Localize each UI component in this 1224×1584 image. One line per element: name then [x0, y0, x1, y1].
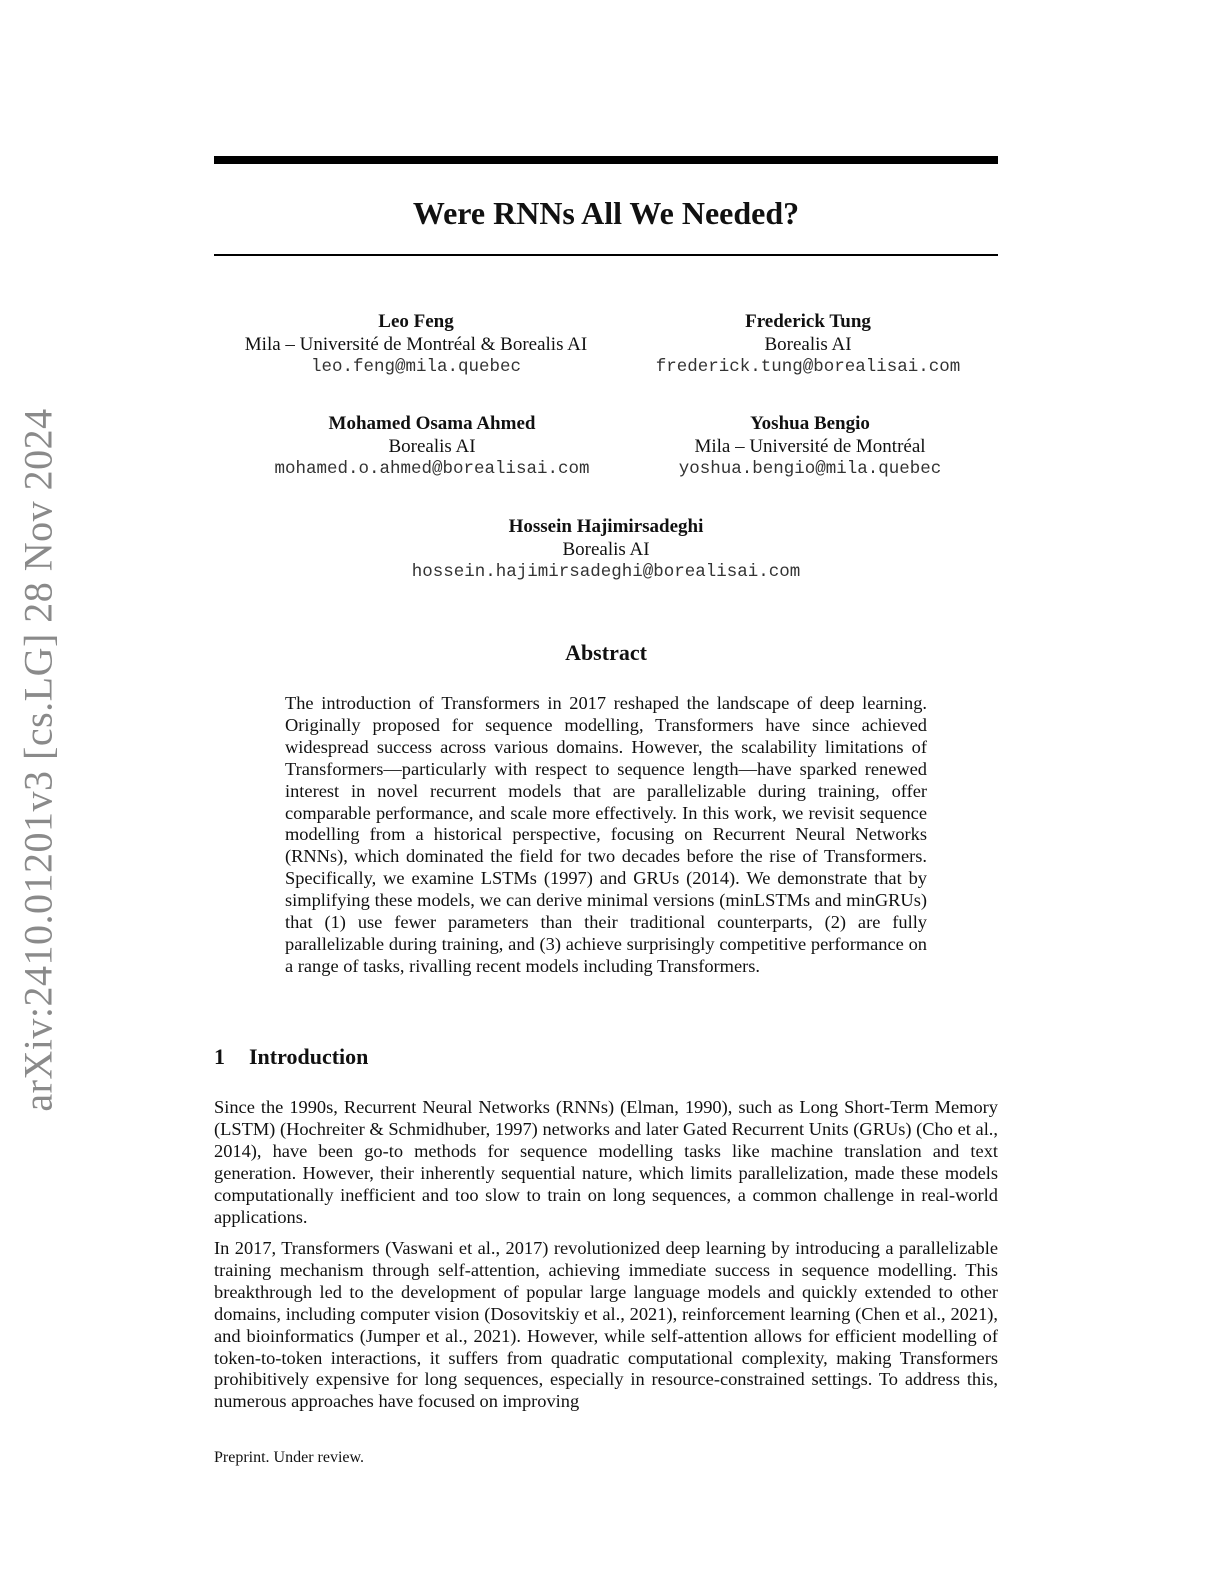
author-name: Hossein Hajimirsadeghi	[508, 516, 704, 537]
arxiv-identifier: arXiv:2410.01201v3 [cs.LG] 28 Nov 2024	[15, 408, 61, 1112]
intro-paragraph: In 2017, Transformers (Vaswani et al., 2017) revolutionized deep learning by introducing a parallelizable training mechanism through self-attention, achieving immediate success in sequence modelling. This breakthrough led to the development of popular large language models and quickly extended to other domains, including computer vision (Dosovitskiy et al., 2021), reinforcement learning (Chen et al., 2021), and bioinformatics (Jumper et al., 2021). However, while self-attention allows for efficient modelling of token-to-token interactions, it suffers from quadratic computational complexity, making Transformers prohibitively expensive for long sequences, especially in resource-constrained settings. To address this, numerous approaches have focused on improving	[214, 1238, 998, 1412]
author-affiliation: Borealis AI	[764, 334, 852, 355]
paper-title: Were RNNs All We Needed?	[412, 195, 800, 231]
author-block	[618, 310, 998, 379]
author-email[interactable]: leo.feng@mila.quebec	[310, 357, 522, 377]
author-name: Leo Feng	[378, 311, 454, 332]
author-email[interactable]: yoshua.bengio@mila.quebec	[678, 459, 942, 479]
section-heading	[214, 1044, 368, 1070]
author-affiliation: Mila – Université de Montréal	[694, 436, 926, 457]
author-email[interactable]: frederick.tung@borealisai.com	[655, 357, 961, 377]
section-number: 1	[214, 1044, 225, 1069]
author-email[interactable]: mohamed.o.ahmed@borealisai.com	[274, 459, 590, 479]
author-name: Mohamed Osama Ahmed	[328, 413, 536, 434]
abstract-heading: Abstract	[565, 640, 647, 665]
author-email[interactable]: hossein.hajimirsadeghi@borealisai.com	[411, 562, 801, 582]
abstract-text: The introduction of Transformers in 2017 reshaped the landscape of deep learning. Originally proposed for sequence modelling, Transformers have since achieved widespread success across various domains. However, the scalability limitations of Transformers—particularly with respect to sequence length—have sparked renewed interest in novel recurrent models that are parallelizable during training, offer comparable performance, and scale more effectively. In this work, we revisit sequence modelling from a historical perspective, focusing on Recurrent Neural Networks (RNNs), which dominated the field for two decades before the rise of Transformers. Specifically, we examine LSTMs (1997) and GRUs (2014). We demonstrate that by simplifying these models, we can derive minimal versions (minLSTMs and minGRUs) that (1) use fewer parameters than their traditional counterparts, (2) are fully parallelizable during training, and (3) achieve surprisingly competitive performance on a range of tasks, rivalling recent models including Transformers.	[285, 693, 927, 976]
title-rule-bottom	[214, 254, 998, 256]
author-name: Frederick Tung	[745, 311, 871, 332]
author-block	[214, 412, 650, 481]
footer-note: Preprint. Under review.	[214, 1449, 365, 1466]
author-affiliation: Borealis AI	[562, 539, 650, 560]
author-name: Yoshua Bengio	[750, 413, 870, 434]
intro-paragraph: Since the 1990s, Recurrent Neural Networks (RNNs) (Elman, 1990), such as Long Short-Term Memory (LSTM) (Hochreiter & Schmidhuber, 1997) networks and later Gated Recurrent Units (GRUs) (Cho et al., 2014), have been go-to methods for sequence modelling tasks like machine translation and text generation. However, their inherently sequential nature, which limits parallelization, made these models computationally inefficient and too slow to train on long sequences, a common challenge in real-world applications.	[214, 1097, 998, 1227]
section-title: Introduction	[249, 1044, 369, 1069]
author-affiliation: Mila – Université de Montréal & Borealis AI	[244, 334, 588, 355]
title-rule-top	[214, 156, 998, 164]
author-block	[214, 310, 618, 379]
author-affiliation: Borealis AI	[388, 436, 476, 457]
author-block	[650, 412, 970, 481]
author-block	[214, 515, 998, 584]
